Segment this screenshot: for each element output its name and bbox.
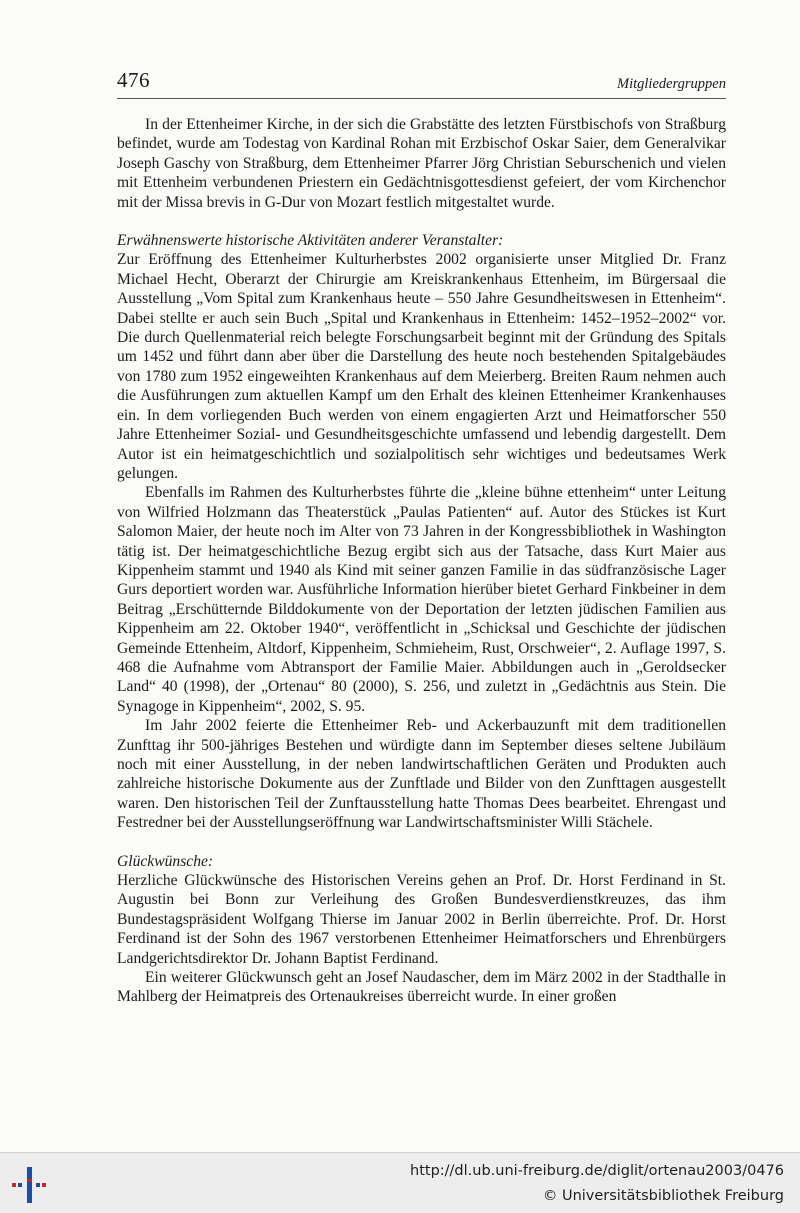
document-url-link[interactable]: http://dl.ub.uni-freiburg.de/diglit/ortenau2003/0476 <box>410 1163 784 1179</box>
paragraph: Im Jahr 2002 feierte die Ettenheimer Reb- und Ackerbauzunft mit dem traditionellen Zunfttag ihr 500-jähriges Bestehen und würdigte dann im September dieses seltene Jubiläum noch mit einer Ausstellung, in der neben landwirtschaftlichen Geräten und Produkten auch zahlreiche historische Dokumente aus der Zunftlade und Bilder von den Zunfttagen ausgestellt waren. Den historischen Teil der Zunftausstellung hatte Thomas Dees bearbeitet. Ehrengast und Festredner bei der Ausstellungseröffnung war Landwirtschaftsminister Willi Stächele. <box>117 717 726 832</box>
running-head: Mitgliedergruppen <box>617 76 726 92</box>
paragraph: Ebenfalls im Rahmen des Kulturherbstes führte die „kleine bühne ettenheim“ unter Leitung von Wilfried Holzmann das Theaterstück „Paulas Patienten“ auf. Autor des Stückes ist Kurt Salomon Maier, der heute noch im Alter von 73 Jahren in der Kongressbibliothek in Washington tätig ist. Der heimatgeschichtliche Bezug ergibt sich aus der Tatsache, dass Kurt Maier aus Kippenheim stammt und 1940 als Kind mit seiner ganzen Familie in das südfranzösische Lager Gurs deportiert worden war. Ausführliche Information hierüber bietet Gerhard Finkbeiner in dem Beitrag „Erschütternde Bilddokumente von der Deportation der letzten jüdischen Familien aus Kippenheim am 22. Oktober 1940“, veröffentlicht in „Schicksal und Geschichte der jüdischen Gemeinde Ettenheim, Altdorf, Kippenheim, Schmieheim, Rust, Orschweier“, 2. Auflage 1997, S. 468 die Aufnahme vom Abtransport der Familie Maier. Abbildungen auch in „Geroldsecker Land“ 40 (1998), der „Ortenau“ 80 (2000), S. 256, und zuletzt in „Gedächtnis aus Stein. Die Synagoge in Kippenheim“, 2002, S. 95. <box>117 484 726 715</box>
section-gap <box>117 212 726 231</box>
library-footer <box>0 1152 800 1213</box>
paragraph: Ein weiterer Glückwunsch geht an Josef Naudascher, dem im März 2002 in der Stadthalle in Mahlberg der Heimatpreis des Ortenaukreises überreicht wurde. In einer großen <box>117 969 726 1006</box>
ub-freiburg-logo-icon[interactable] <box>8 1163 52 1207</box>
section-heading: Erwähnenswerte historische Aktivitäten anderer Veranstalter: <box>117 232 504 250</box>
paragraph: Herzliche Glückwünsche des Historischen Vereins gehen an Prof. Dr. Horst Ferdinand in St. Augustin bei Bonn zur Verleihung des Großen Bundesverdienstkreuzes, das ihm Bundestagspräsident Wolfgang Thierse im Januar 2002 in Berlin überreichte. Prof. Dr. Horst Ferdinand ist der Sohn des 1967 verstorbenen Ettenheimer Heimatforschers und Ehrenbürgers Landgerichtsdirektor Dr. Johann Baptist Ferdinand. <box>117 872 726 967</box>
copyright-notice: © Universitätsbibliothek Freiburg <box>542 1188 784 1204</box>
section-gap <box>117 833 726 852</box>
body-text <box>117 115 726 1007</box>
section-heading: Glückwünsche: <box>117 852 214 870</box>
page-header <box>117 64 726 99</box>
paragraph: Zur Eröffnung des Ettenheimer Kulturherbstes 2002 organisierte unser Mitglied Dr. Franz Michael Hecht, Oberarzt der Chirurgie am Kreiskrankenhaus Ettenheim, im Bürgersaal die Ausstellung „Vom Spital zum Krankenhaus heute – 550 Jahre Gesundheitswesen in Ettenheim“. Dabei stellte er auch sein Buch „Spital und Krankenhaus in Ettenheim: 1452–1952–2002“ vor. Die durch Quellenmaterial reich belegte Forschungsarbeit beginnt mit der Gründung des Spitals um 1452 und führt dann aber über die Darstellung des heute noch bestehenden Spitalgebäudes von 1780 zum 1952 eingeweihten Krankenhaus auf dem Meierberg. Breiten Raum nehmen auch die Ausführungen zum aktuellen Kampf um den Erhalt des kleinen Ettenheimer Krankenhauses ein. In dem vorliegenden Buch werden von einem engagierten Arzt und Heimatforscher 550 Jahre Ettenheimer Sozial- und Gesundheitsgeschichte umfassend und lebendig dargestellt. Dem Autor ist ein heimatgeschichtlich und sozialpolitisch sehr wichtiges und bedeutsames Werk gelungen. <box>117 251 726 482</box>
page-number: 476 <box>117 68 150 92</box>
paragraph: In der Ettenheimer Kirche, in der sich die Grabstätte des letzten Fürstbischofs von Straßburg befindet, wurde am Todestag von Kardinal Rohan mit Erzbischof Oskar Saier, dem Generalvikar Joseph Gaschy von Straßburg, dem Ettenheimer Pfarrer Jörg Christian Seburschenich und vielen mit Ettenheim verbundenen Priestern ein Gedächtnisgottesdienst gefeiert, der vom Kirchenchor mit der Missa brevis in G-Dur von Mozart festlich mitgestaltet wurde. <box>117 116 726 211</box>
